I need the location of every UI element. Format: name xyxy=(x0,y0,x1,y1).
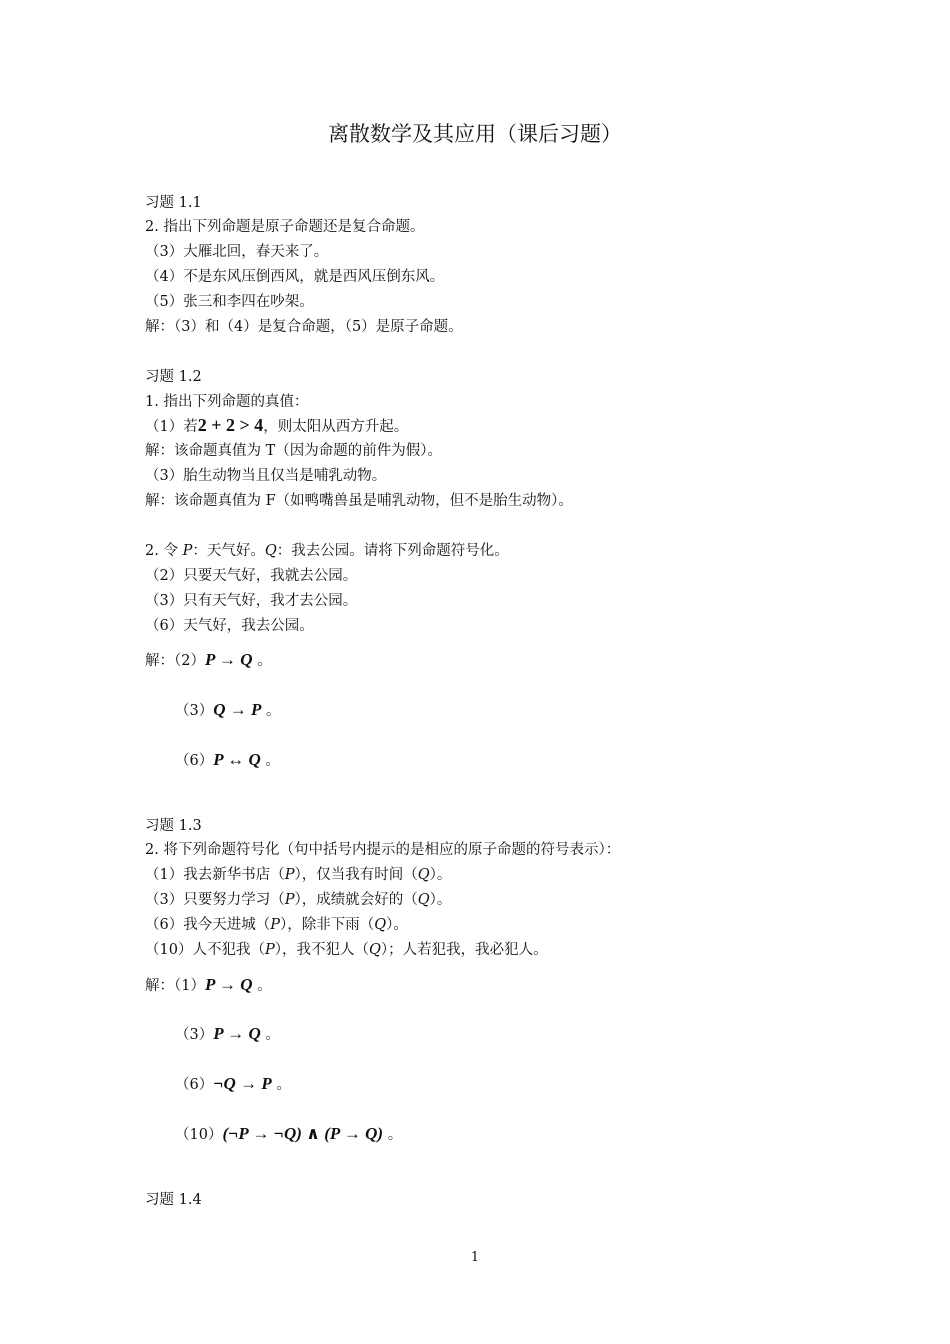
question-text: 2. 将下列命题符号化（句中括号内提示的是相应的原子命题的符号表示）： xyxy=(145,842,621,858)
math-expression: ¬Q → P xyxy=(213,1074,272,1093)
item-text: （3）胎生动物当且仅当是哺乳动物。 xyxy=(145,468,387,484)
solution-line: 解：（2）P → Q 。 xyxy=(145,650,272,669)
section-heading-1-4: 习题 1.4 xyxy=(145,1192,202,1208)
item-text: （10）人不犯我（P），我不犯人（Q）；人若犯我，我必犯人。 xyxy=(145,942,548,958)
section-heading-1-2: 习题 1.2 xyxy=(145,369,202,385)
document-title: 离散数学及其应用（课后习题） xyxy=(328,122,622,146)
item-text: （3）大雁北回，春天来了。 xyxy=(145,244,329,260)
item-text: （2）只要天气好，我就去公园。 xyxy=(145,568,358,584)
solution-line: 解：（1）P → Q 。 xyxy=(145,975,272,994)
math-expression: P → Q xyxy=(213,1024,261,1043)
page-number: 1 xyxy=(470,1250,480,1265)
item-text: （3）只有天气好，我才去公园。 xyxy=(145,593,358,609)
solution-line: （6）¬Q → P 。 xyxy=(175,1074,291,1093)
solution-line: （10）(¬P → ¬Q) ∧ (P → Q) 。 xyxy=(175,1124,403,1143)
answer-text: 解：（3）和（4）是复合命题，（5）是原子命题。 xyxy=(145,319,463,335)
item-text: （5）张三和李四在吵架。 xyxy=(145,294,314,310)
solution-line: （6）P ↔ Q 。 xyxy=(175,750,280,769)
solution-line: （3）P → Q 。 xyxy=(175,1024,280,1043)
section-heading-1-1: 习题 1.1 xyxy=(145,195,202,211)
math-expression: P ↔ Q xyxy=(213,750,261,769)
item-text: （4）不是东风压倒西风，就是西风压倒东风。 xyxy=(145,269,445,285)
math-expression: Q → P xyxy=(213,700,262,719)
item-text: （1）若2 + 2 > 4，则太阳从西方升起。 xyxy=(145,415,409,435)
item-text: （3）只要努力学习（P），成绩就会好的（Q）。 xyxy=(145,892,452,908)
item-text: （1）我去新华书店（P），仅当我有时间（Q）。 xyxy=(145,867,452,883)
solution-line: （3）Q → P 。 xyxy=(175,700,281,719)
item-text: （6）我今天进城（P），除非下雨（Q）。 xyxy=(145,917,408,933)
math-expression: P → Q xyxy=(204,650,253,669)
math-expression: P → Q xyxy=(204,975,253,994)
answer-text: 解：该命题真值为 T（因为命题的前件为假）。 xyxy=(145,443,443,459)
math-expression: 2 + 2 > 4 xyxy=(197,415,264,435)
item-text: （6）天气好，我去公园。 xyxy=(145,618,314,634)
answer-text: 解：该命题真值为 F（如鸭嘴兽虽是哺乳动物，但不是胎生动物）。 xyxy=(145,493,573,509)
question-text: 1. 指出下列命题的真值： xyxy=(145,394,309,410)
question-text: 2. 令 P：天气好。Q：我去公园。请将下列命题符号化。 xyxy=(145,543,509,559)
section-heading-1-3: 习题 1.3 xyxy=(145,818,202,834)
math-expression: (¬P → ¬Q) ∧ (P → Q) xyxy=(222,1124,384,1143)
question-text: 2. 指出下列命题是原子命题还是复合命题。 xyxy=(145,219,425,235)
